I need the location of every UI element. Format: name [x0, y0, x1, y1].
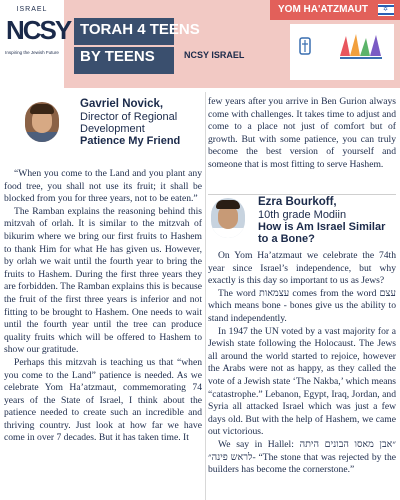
logo-country: ISRAEL — [16, 6, 48, 13]
ministry-emblem-icon — [298, 36, 312, 58]
right-column — [208, 92, 396, 500]
logo-wordmark: NCSY — [6, 15, 71, 45]
article-separator — [208, 194, 396, 195]
sponsor-logos — [290, 24, 394, 80]
right-paragraph-3: In 1947 the UN voted by a vast majority for a Jewish state following the Holocaust. The Jews all around the world started to rejoice, however the Arabs were not as happy, as they called the vote of a Jewish state ‘The Nakba,’ which means “catastrophe.” Lebanon, Egypt, Iraq, Jordan, and Syria all attacked Israel which was just a few days old. But with the help of Hashem, we came out victorious. — [208, 325, 396, 438]
israel-flag-icon — [378, 4, 394, 16]
continued-paragraph: few years after you arrive in Ben Gurion always come with challenges. It takes time to adjust and come to a place not just of comfort but of growth. But with some patience, you can truly become the best version of yourself and someone that is most fitting to serve Hashem. — [208, 96, 396, 170]
left-article-body — [4, 168, 202, 445]
left-paragraph-1: “When you come to the Land and you plant any food tree, you shall not use its fruit; it shall be blocked from you for three years, not to be eaten.” — [4, 168, 202, 205]
holiday-banner — [270, 0, 400, 20]
title-divider — [74, 45, 174, 47]
org-label: NCSY ISRAEL — [184, 50, 245, 60]
left-author-name: Gavriel Novick, — [80, 98, 164, 110]
page-header — [0, 0, 400, 88]
right-paragraph-2: The word עצמאות comes from the word עצם which means bone - bones give us the ability to stand independently. — [208, 287, 396, 324]
logo-tagline: Inspiring the Jewish Future — [5, 50, 59, 55]
right-paragraph-4: We say in Hallel: ״אבן מאסו הבונים היתה לראש פינה״- “The stone that was rejected by the builders has become the cornerstone.” — [208, 438, 396, 476]
series-title-line-1: TORAH 4 TEENS — [80, 21, 200, 38]
author-photo-gavriel — [25, 102, 59, 142]
left-paragraph-2: The Ramban explains the reasoning behind this mitzvah of orlah. It is similar to the mitzvah of bikurim where we bring our first fruits to Hashem to thank Him for what He has given us. However, by orlah we wait until the fourth year to bring the fruits to Hashem. During the first three years they are forbidden. The Ramban explains this is because the fruit of the first three years is inferior and not fitting to be brought to Hashem. One needs to wait until the fourth year until the tree can produce quality fruits which will be offered to Hashem to show our gratitude. — [4, 205, 202, 356]
left-article-continued — [208, 96, 396, 172]
right-article-title: How is Am Israel Similar to a Bone? — [258, 221, 386, 246]
ncsy-logo — [0, 0, 71, 88]
series-title-block — [74, 18, 200, 74]
star-of-david-icon: ✡ — [383, 7, 389, 13]
column-divider — [205, 92, 206, 500]
left-paragraph-3: Perhaps this mitzvah is teaching us that “when you come to the Land” patience is needed. As we celebrate Yom Ha’atzmaut, commemorating 74 years of the State of Israel, I think about the patience needed to create such an incredible and thriving country. Just look at how far we have come in over 7 decades. But it has taken time. It — [4, 356, 202, 444]
series-title-line-2: BY TEENS — [80, 48, 155, 65]
author-photo-ezra — [211, 198, 245, 238]
left-author-block — [80, 98, 202, 148]
sponsor-colorful-logo-icon — [336, 30, 386, 60]
right-article-body — [208, 250, 396, 477]
right-author-role: 10th grade Modiin — [258, 209, 347, 221]
left-author-role: Director of Regional Development — [80, 111, 178, 136]
right-author-name: Ezra Bourkoff, — [258, 196, 337, 208]
right-author-block — [258, 196, 396, 246]
holiday-label: YOM HA'ATZMAUT — [278, 4, 368, 15]
right-paragraph-1: On Yom Ha’atzmaut we celebrate the 74th year since Israel’s independence, but why exactly is this day so important to us as Jews? — [208, 250, 396, 287]
left-article — [4, 92, 202, 500]
left-article-title: Patience My Friend — [80, 135, 181, 148]
